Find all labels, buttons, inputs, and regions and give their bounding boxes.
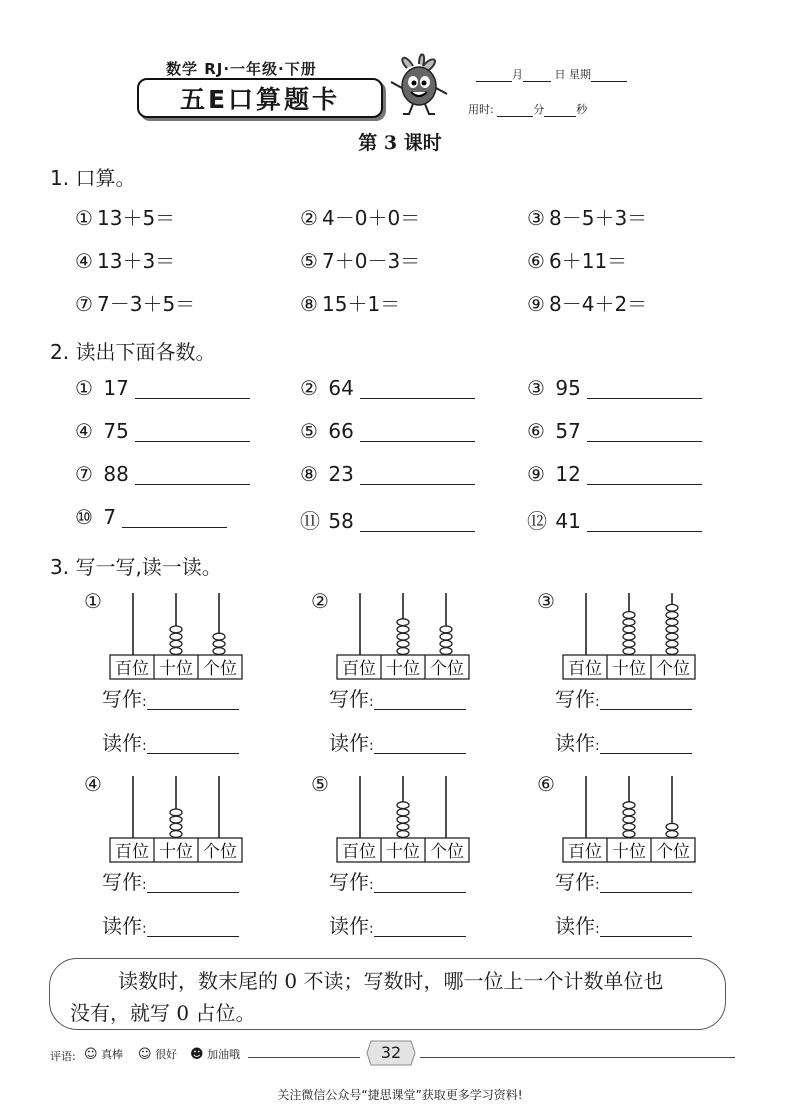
place-label: 十位 — [159, 659, 193, 679]
laughing-face-icon: ☺ — [84, 1047, 98, 1062]
abacus-bead — [666, 648, 678, 655]
item-number: ④ — [75, 419, 93, 443]
abacus-bead — [397, 831, 409, 838]
write-line-label: 写作 — [329, 687, 369, 711]
place-label: 十位 — [612, 659, 646, 679]
abacus-bead — [666, 640, 678, 647]
item-number: ① — [75, 376, 93, 400]
colon: : — [142, 921, 147, 937]
abacus-bead — [170, 809, 182, 816]
number-value: 57 — [555, 419, 581, 443]
radish-mascot-icon — [383, 48, 455, 120]
read-number-item — [75, 419, 250, 443]
subject-label: 数学 RJ·一年级·下册 — [166, 60, 317, 78]
read-line-blank[interactable] — [374, 918, 466, 937]
rating-try-label: 加油哦 — [207, 1048, 241, 1061]
tip-line2: 没有，就写 0 占位。 — [70, 1001, 256, 1025]
read-line-label: 读作 — [329, 914, 369, 938]
write-line-blank[interactable] — [374, 691, 466, 710]
item-number: ⑤ — [300, 249, 318, 273]
arith-expression: 15＋1＝ — [322, 292, 401, 316]
abacus — [108, 770, 248, 870]
item-number: ⑨ — [527, 462, 545, 486]
place-label: 百位 — [342, 659, 376, 679]
answer-line[interactable] — [587, 464, 702, 485]
footer-rule-right — [420, 1057, 735, 1058]
place-label: 百位 — [568, 842, 602, 862]
abacus-bead — [170, 648, 182, 655]
abacus-bead — [397, 816, 409, 823]
read-line-label: 读作 — [102, 731, 142, 755]
read-line — [555, 727, 692, 756]
arith-item — [300, 245, 420, 274]
read-number-item — [300, 462, 475, 486]
abacus-bead — [623, 823, 635, 830]
write-line — [102, 683, 239, 712]
colon: : — [142, 694, 147, 710]
abacus-bead — [397, 640, 409, 647]
item-number: ⑥ — [527, 419, 545, 443]
abacus-bead — [623, 648, 635, 655]
date-fields — [476, 66, 627, 82]
abacus-bead — [666, 626, 678, 633]
answer-line[interactable] — [360, 464, 475, 485]
section3-title: 3. 写一写,读一读。 — [50, 555, 222, 579]
weekday-label: 星期 — [569, 68, 591, 81]
arith-item — [527, 288, 647, 317]
colon: : — [595, 921, 600, 937]
abacus-number: ⑤ — [311, 772, 329, 796]
abacus-bead — [213, 640, 225, 647]
minute-label: 分 — [533, 103, 545, 116]
rating-good[interactable] — [138, 1046, 177, 1062]
minute-blank[interactable] — [497, 104, 533, 117]
abacus-bead — [170, 823, 182, 830]
abacus-bead — [666, 604, 678, 611]
abacus-number: ① — [84, 589, 102, 613]
abacus-bead — [666, 831, 678, 838]
item-number: ② — [300, 376, 318, 400]
read-number-item — [527, 376, 702, 400]
arith-expression: 7－3＋5＝ — [97, 292, 196, 316]
arith-expression: 13＋3＝ — [97, 249, 176, 273]
write-line-label: 写作 — [555, 687, 595, 711]
answer-line[interactable] — [135, 421, 250, 442]
answer-line[interactable] — [587, 421, 702, 442]
abacus — [108, 587, 248, 687]
abacus-bead — [397, 633, 409, 640]
number-value: 12 — [555, 462, 581, 486]
abacus-bead — [623, 640, 635, 647]
arith-item — [75, 202, 175, 231]
arith-item — [527, 245, 627, 274]
place-label: 个位 — [656, 842, 690, 862]
tip-line1: 读数时，数末尾的 0 不读；写数时，哪一位上一个计数单位也 — [118, 969, 664, 993]
answer-line[interactable] — [122, 507, 227, 528]
abacus-bead — [623, 619, 635, 626]
answer-line[interactable] — [360, 421, 475, 442]
item-number: ③ — [527, 206, 545, 230]
abacus-bead — [623, 816, 635, 823]
abacus-bead — [623, 612, 635, 619]
place-label: 十位 — [386, 842, 420, 862]
arith-expression: 4－0＋0＝ — [322, 206, 421, 230]
place-label: 个位 — [203, 659, 237, 679]
page-number: 32 — [380, 1043, 402, 1062]
write-line — [329, 683, 466, 712]
read-number-item — [300, 505, 475, 534]
weekday-blank[interactable] — [591, 69, 627, 82]
arith-item — [527, 202, 647, 231]
abacus-bead — [397, 802, 409, 809]
write-line-label: 写作 — [555, 870, 595, 894]
arith-item — [75, 245, 175, 274]
read-number-item — [75, 505, 227, 529]
read-line-blank[interactable] — [600, 735, 692, 754]
time-label: 用时: — [468, 103, 494, 116]
place-label: 个位 — [430, 659, 464, 679]
abacus — [561, 587, 701, 687]
item-number: ⑦ — [75, 292, 93, 316]
write-line — [555, 683, 692, 712]
item-number: ④ — [75, 249, 93, 273]
answer-line[interactable] — [360, 378, 475, 399]
colon: : — [369, 694, 374, 710]
place-label: 个位 — [656, 659, 690, 679]
place-label: 个位 — [203, 842, 237, 862]
read-number-item — [300, 376, 475, 400]
read-line-label: 读作 — [102, 914, 142, 938]
number-value: 95 — [555, 376, 581, 400]
item-number: ⑧ — [300, 462, 318, 486]
item-number: ⑫ — [527, 509, 547, 533]
write-line-blank[interactable] — [147, 874, 239, 893]
rating-great[interactable] — [84, 1046, 123, 1062]
answer-line[interactable] — [587, 378, 702, 399]
arith-expression: 6＋11＝ — [549, 249, 628, 273]
item-number: ⑤ — [300, 419, 318, 443]
number-value: 7 — [103, 505, 117, 529]
rating-good-label: 很好 — [155, 1048, 178, 1061]
read-line — [329, 727, 466, 756]
read-line-label: 读作 — [555, 914, 595, 938]
cheer-face-icon: ☻ — [190, 1047, 204, 1062]
abacus-bead — [666, 633, 678, 640]
time-fields — [468, 101, 587, 117]
read-number-item — [527, 462, 702, 486]
arith-expression: 8－5＋3＝ — [549, 206, 648, 230]
abacus-bead — [440, 626, 452, 633]
abacus — [335, 587, 475, 687]
abacus-bead — [623, 626, 635, 633]
write-line — [555, 866, 692, 895]
arith-expression: 8－4＋2＝ — [549, 292, 648, 316]
place-label: 十位 — [159, 842, 193, 862]
place-label: 百位 — [115, 842, 149, 862]
colon: : — [595, 877, 600, 893]
place-label: 十位 — [612, 842, 646, 862]
abacus-bead — [440, 633, 452, 640]
abacus-number: ② — [311, 589, 329, 613]
number-value: 66 — [328, 419, 354, 443]
footer-rule-left — [248, 1057, 360, 1058]
abacus-bead — [666, 619, 678, 626]
second-blank[interactable] — [544, 104, 576, 117]
number-value: 88 — [103, 462, 129, 486]
read-line — [102, 727, 239, 756]
abacus-bead — [666, 612, 678, 619]
item-number: ③ — [527, 376, 545, 400]
abacus-number: ④ — [84, 772, 102, 796]
answer-line[interactable] — [360, 511, 475, 532]
colon: : — [142, 877, 147, 893]
place-label: 十位 — [386, 659, 420, 679]
read-number-item — [75, 462, 250, 486]
footer-notice: 关注微信公众号“捷思课堂”获取更多学习资料! — [277, 1088, 523, 1102]
item-number: ⑦ — [75, 462, 93, 486]
item-number: ⑧ — [300, 292, 318, 316]
write-line-blank[interactable] — [374, 874, 466, 893]
abacus-bead — [397, 648, 409, 655]
abacus-bead — [440, 640, 452, 647]
colon: : — [595, 694, 600, 710]
abacus-bead — [440, 648, 452, 655]
place-label: 百位 — [115, 659, 149, 679]
abacus-bead — [623, 802, 635, 809]
place-label: 百位 — [568, 659, 602, 679]
smile-face-icon: ☺ — [138, 1047, 152, 1062]
read-number-item — [527, 419, 702, 443]
write-line-blank[interactable] — [147, 691, 239, 710]
colon: : — [369, 738, 374, 754]
second-label: 秒 — [576, 103, 588, 116]
place-label: 个位 — [430, 842, 464, 862]
item-number: ⑨ — [527, 292, 545, 316]
write-line-blank[interactable] — [600, 691, 692, 710]
read-number-item — [527, 505, 702, 534]
abacus — [335, 770, 475, 870]
write-line-label: 写作 — [102, 870, 142, 894]
colon: : — [369, 877, 374, 893]
abacus-number: ⑥ — [537, 772, 555, 796]
read-line-blank[interactable] — [147, 918, 239, 937]
read-number-item — [300, 419, 475, 443]
abacus-bead — [623, 633, 635, 640]
abacus-bead — [397, 809, 409, 816]
write-line-label: 写作 — [329, 870, 369, 894]
abacus-bead — [666, 823, 678, 830]
number-value: 58 — [328, 509, 354, 533]
colon: : — [142, 738, 147, 754]
day-label: 日 — [554, 68, 566, 81]
answer-line[interactable] — [135, 378, 250, 399]
card-title-banner: 五E口算题卡 — [137, 78, 383, 118]
number-value: 23 — [328, 462, 354, 486]
write-line — [329, 866, 466, 895]
read-number-item — [75, 376, 250, 400]
read-line-blank[interactable] — [147, 735, 239, 754]
item-number: ⑩ — [75, 505, 93, 529]
answer-line[interactable] — [135, 464, 250, 485]
answer-line[interactable] — [587, 511, 702, 532]
number-value: 64 — [328, 376, 354, 400]
arith-item — [300, 288, 400, 317]
item-number: ⑥ — [527, 249, 545, 273]
abacus-bead — [170, 831, 182, 838]
read-line — [555, 910, 692, 939]
write-line — [102, 866, 239, 895]
colon: : — [595, 738, 600, 754]
arith-expression: 7＋0－3＝ — [322, 249, 421, 273]
abacus-bead — [213, 648, 225, 655]
abacus-bead — [213, 633, 225, 640]
read-line-label: 读作 — [555, 731, 595, 755]
read-line — [102, 910, 239, 939]
read-line — [329, 910, 466, 939]
colon: : — [369, 921, 374, 937]
arith-expression: 13＋5＝ — [97, 206, 176, 230]
abacus-bead — [397, 626, 409, 633]
abacus-number: ③ — [537, 589, 555, 613]
place-label: 百位 — [342, 842, 376, 862]
arith-item — [300, 202, 420, 231]
review-label: 评语: — [50, 1050, 76, 1063]
number-value: 41 — [555, 509, 581, 533]
abacus-bead — [170, 640, 182, 647]
abacus — [561, 770, 701, 870]
read-line-label: 读作 — [329, 731, 369, 755]
month-blank[interactable] — [476, 69, 512, 82]
section2-title: 2. 读出下面各数。 — [50, 340, 216, 364]
day-blank[interactable] — [523, 69, 551, 82]
number-value: 17 — [103, 376, 129, 400]
abacus-bead — [397, 823, 409, 830]
number-value: 75 — [103, 419, 129, 443]
read-line-blank[interactable] — [600, 918, 692, 937]
write-line-label: 写作 — [102, 687, 142, 711]
item-number: ① — [75, 206, 93, 230]
arith-item — [75, 288, 195, 317]
abacus-bead — [170, 626, 182, 633]
rating-try[interactable] — [190, 1046, 240, 1062]
item-number: ⑪ — [300, 509, 320, 533]
abacus-bead — [170, 816, 182, 823]
write-line-blank[interactable] — [600, 874, 692, 893]
item-number: ② — [300, 206, 318, 230]
abacus-bead — [623, 809, 635, 816]
abacus-bead — [623, 831, 635, 838]
read-line-blank[interactable] — [374, 735, 466, 754]
abacus-bead — [397, 619, 409, 626]
lesson-title: 第 3 课时 — [358, 132, 442, 154]
abacus-bead — [170, 633, 182, 640]
month-label: 月 — [512, 68, 523, 81]
section1-title: 1. 口算。 — [50, 166, 136, 190]
rating-great-label: 真棒 — [101, 1048, 124, 1061]
